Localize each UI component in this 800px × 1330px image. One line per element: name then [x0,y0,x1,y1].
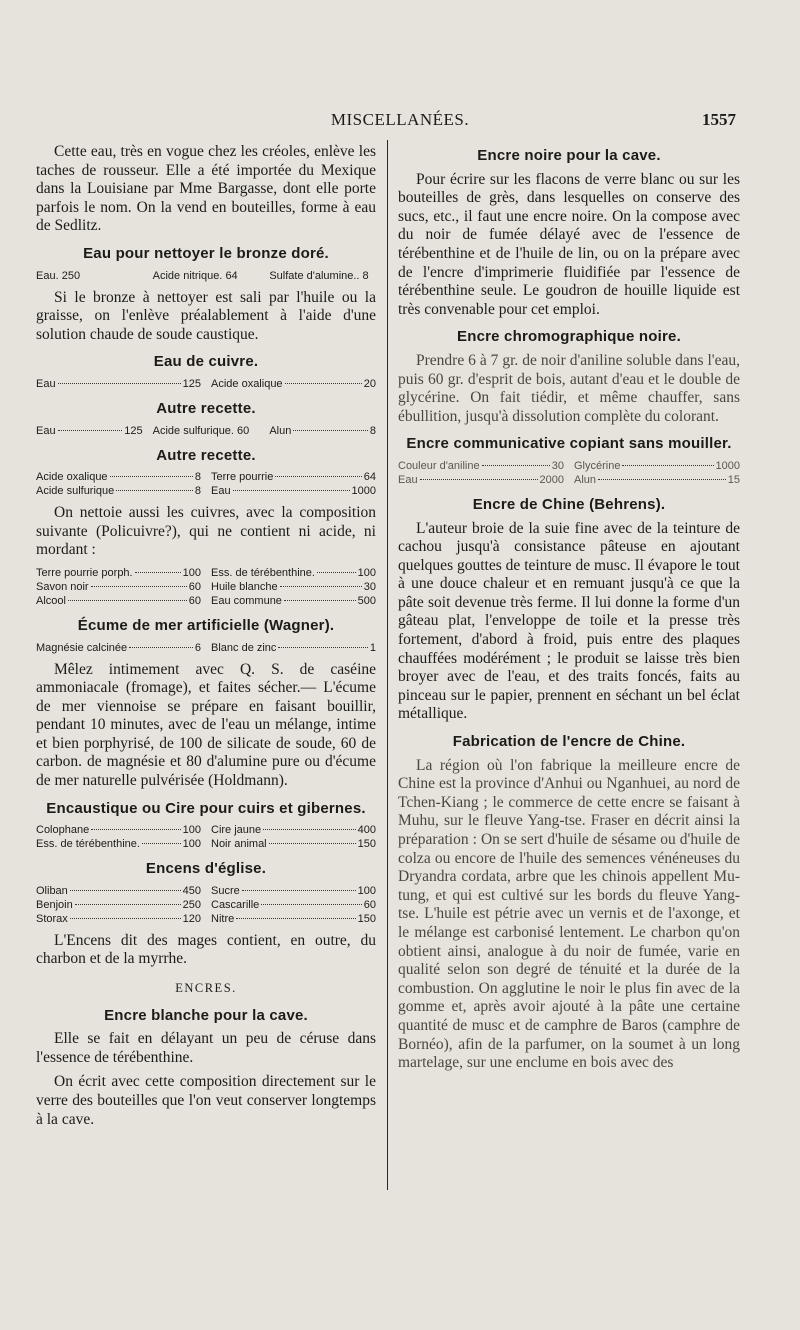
cuivre-recipe [36,377,376,391]
cuivre-title: Eau de cuivre. [153,353,259,371]
bronze-title: Eau pour nettoyer le bronze doré. [83,244,329,262]
ingredient: Cire jaune 400 [211,824,376,837]
autre-recette-2-title: Autre recette. [156,446,256,464]
encre-chromographique-text: Prendre 6 à 7 gr. de noir d'aniline soluble dans l'eau, puis 60 gr. d'esprit de bois, autant d'eau et le double de glycérine. On fait tiédir, et même chauffer, sans ébullition, jusqu'à dissolution complète du colorant. [398,351,740,425]
ingredient: Eau. 250 [36,269,81,282]
page-number: 1557 [702,110,736,129]
encre-chromographique-title: Encre chromographique noire. [457,328,681,346]
ingredient: Eau 125 [36,424,143,437]
encaustique-title: Encaustique ou Cire pour cuirs et gibernes. [46,799,366,817]
autre-recette-1-title: Autre recette. [156,399,256,417]
encres-section-heading: ENCRES. [175,981,237,996]
ingredient: Storax 120 [36,912,201,925]
ingredient: Alun 8 [269,424,376,437]
running-title: MISCELLANÉES. [330,110,470,129]
ingredient: Acide oxalique 8 [36,471,201,484]
ingredient: Eau 125 [36,377,201,390]
ecume-text: Mêlez intimement avec Q. S. de caséine ammoniacale (fromage), et faites sécher.— L'écume de mer viennoise se prépare en faisant bouillir, pendant 10 minutes, avec de l'eau un mélange, intime et bien porphyrisé, de 100 de silicate de soude, 60 de carbon. de magnésie et 80 d'alumine pure ou d'écume de mer naturelle pulvérisée (Holdmann). [36,660,376,790]
ingredient: Terre pourrie porph. 100 [36,566,201,579]
ingredient: Ess. de térébenthine. 100 [36,838,201,851]
ingredient: Savon noir 60 [36,580,201,593]
page-header [0,110,800,132]
encre-communicative-recipe [398,459,740,487]
ingredient: Eau 1000 [211,485,376,498]
ingredient: Ess. de térébenthine. 100 [211,566,376,579]
ingredient: Blanc de zinc 1 [211,641,376,654]
ingredient: Colophane 100 [36,824,201,837]
ingredient: Cascarille 60 [211,898,376,911]
intro-paragraph: Cette eau, très en vogue chez les créoles, enlève les taches de rousseur. Elle a été importée du Mexique dans la Louisiane par Mme Bargasse, dont elle porte parfois le nom. On la vend en bouteilles, forme à eau de Sedlitz. [36,143,376,235]
encre-noire-title: Encre noire pour la cave. [477,147,661,164]
encre-communicative-title: Encre communicative copiant sans mouiller. [406,435,732,453]
ingredient: Benjoin 250 [36,898,201,911]
ingredient: Alun 15 [574,473,740,486]
encens-text: L'Encens dit des mages contient, en outre, du charbon et de la myrrhe. [36,931,376,968]
ingredient: Acide oxalique 20 [211,377,376,390]
bronze-text: Si le bronze à nettoyer est sali par l'huile ou la graisse, on l'enlève préalablement à l'aide d'une solution chaude de soude caustique. [36,288,376,343]
ecume-recipe [36,641,376,655]
autre-recette-1-recipe [36,424,376,438]
encens-title: Encens d'église. [145,860,267,878]
fabrication-title: Fabrication de l'encre de Chine. [452,733,686,751]
ingredient: Acide nitrique. 64 [152,269,238,282]
encre-noire-text: Pour écrire sur les flacons de verre blanc ou sur les bouteilles de grès, dans lesquelles on conserve des sucs, etc., il faut une encre noire. On la compose avec du noir de fumée délayé avec de l'essence de térébenthine et de l'huile de lin, ou on la prépare avec de l'encre d'imprimerie fluidifiée par l'essence de térébenthine seule. Le goudron de houille liquide est très convenable pour cet emploi. [398,170,740,318]
right-column [398,143,740,1079]
column-divider [387,140,388,1190]
ingredient: Eau 2000 [398,473,564,486]
ingredient: Eau commune 500 [211,594,376,607]
policuivre-text: On nettoie aussi les cuivres, avec la composition suivante (Policuivre?), qui ne contient ni acide, ni mordant : [36,504,376,559]
ecume-title: Écume de mer artificielle (Wagner). [77,616,335,634]
encre-blanche-text-2: On écrit avec cette composition directement sur le verre des bouteilles que l'on veut conserver longtemps à la cave. [36,1073,376,1128]
encre-de-chine-title: Encre de Chine (Behrens). [472,495,666,513]
encre-de-chine-text: L'auteur broie de la suie fine avec de la teinture de cachou jusqu'à consistance pâteuse en ajoutant quelques gouttes de teinture de musc. Il évapore le tout à une douce chaleur et en remuant jusqu'à ce que la pâte soit devenue très ferme. Il lui donne la forme d'un gâteau plat, l'enveloppe de toile et la presse très fortement, d'abord à froid, puis entre des plaques chauffées modérément ; le produit se laisse très bien broyer avec de l'eau, et des traits foncés, faits au pinceau sur le papier, prennent en séchant un bel éclat métallique. [398,519,740,723]
ingredient: Sulfate d'alumine.. 8 [269,269,369,282]
bronze-recipe [36,269,376,283]
ingredient: Noir animal 150 [211,838,376,851]
policuivre-recipe [36,566,376,608]
ingredient: Nitre 150 [211,912,376,925]
ingredient: Terre pourrie 64 [211,471,376,484]
ingredient: Oliban 450 [36,884,201,897]
encaustique-recipe [36,823,376,851]
ingredient: Alcool 60 [36,594,201,607]
ingredient: Acide sulfurique. 60 [152,424,250,437]
ingredient: Magnésie calcinée 6 [36,641,201,654]
autre-recette-2-recipe [36,470,376,498]
encre-blanche-title: Encre blanche pour la cave. [104,1006,308,1024]
encens-recipe [36,884,376,926]
ingredient: Glycérine 1000 [574,459,740,472]
ingredient: Huile blanche 30 [211,580,376,593]
encre-blanche-text-1: Elle se fait en délayant un peu de céruse dans l'essence de térébenthine. [36,1030,376,1066]
fabrication-text: La région où l'on fabrique la meilleure encre de Chine est la province d'Anhui ou Nganhuei, au nord de Tchen-Kiang ; le commerce de cette encre se faisant à Muhu, sur le fleuve Yang-tse. Fraser en décrit ainsi la préparation : On se sert d'huile de sésame ou d'huile de colza ou encore de l'huile des semences vénéneuses du Dryandra cordata, arbre que les chinois appellent Mu-tung, et qui est cultivé sur les bords du fleuve Yang-tse. L'huile est pétrie avec un vernis et de l'axonge, et le mélange est carbonisé lentement. Le charbon qu'on obtient ainsi, analogue à du noir de fumée, varie en qualité selon son degré de ténuité et la durée de la combustion. On agglutine le noir le plus fin avec de la gomme et, après avoir ajouté à la pâte une certaine quantité de musc et de camphre de Baros (camphre de Bornéo), afin de la parfumer, on la soumet à un long martelage, sur une enclume en bois avec des [398,756,740,1072]
left-column [36,143,376,1135]
ingredient: Sucre 100 [211,884,376,897]
ingredient: Couleur d'aniline 30 [398,459,564,472]
ingredient: Acide sulfurique 8 [36,485,201,498]
